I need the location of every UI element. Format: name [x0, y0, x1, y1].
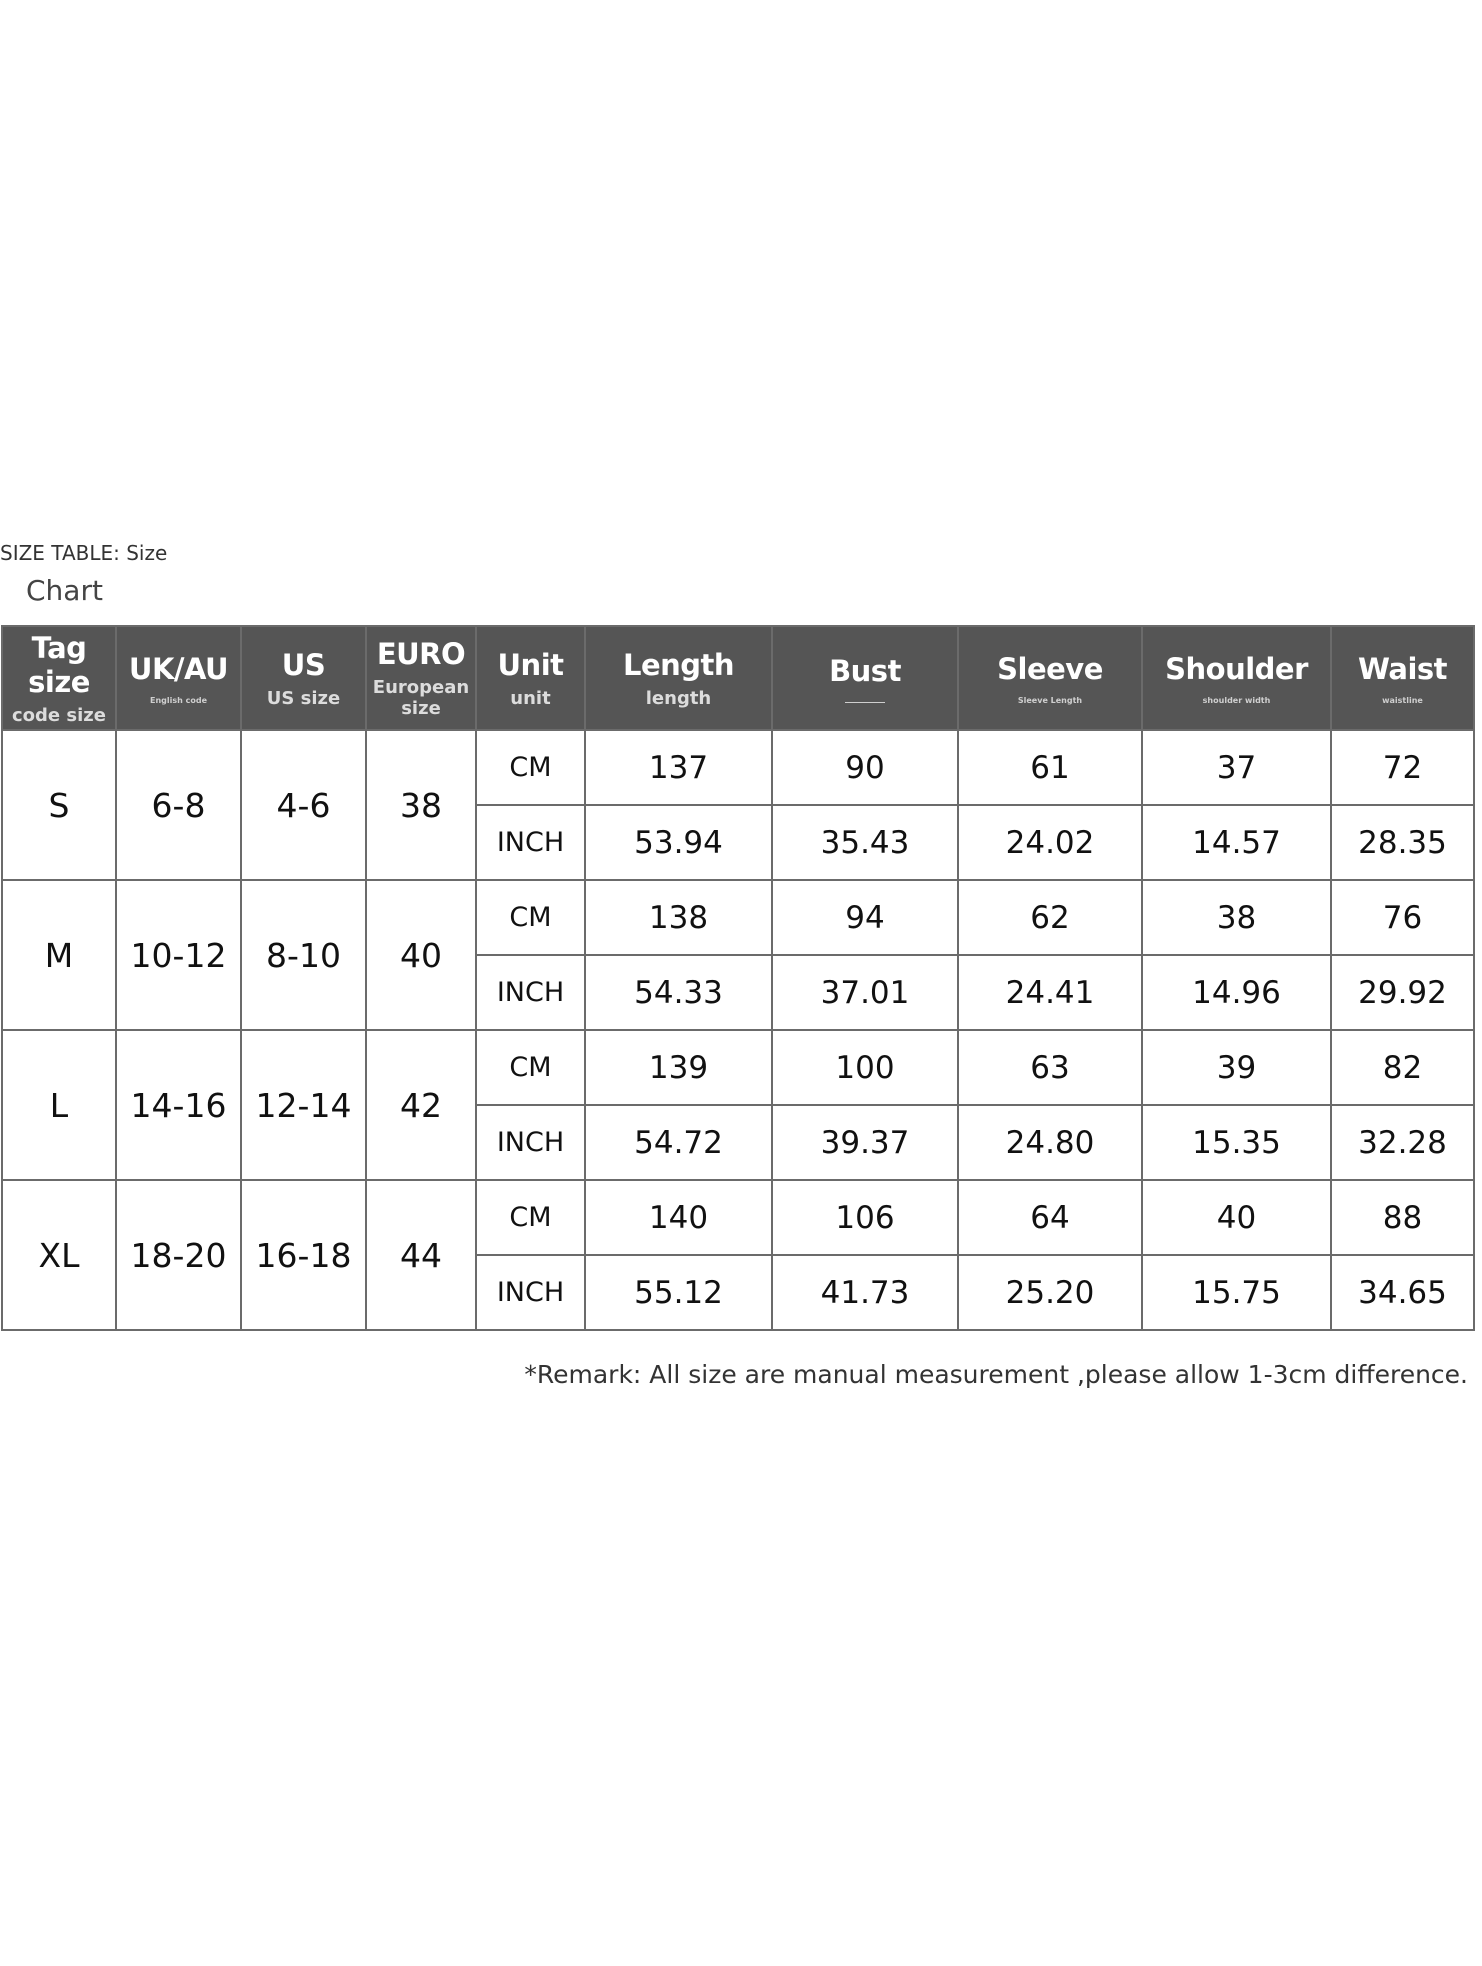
header-unit: Unit unit — [476, 626, 585, 730]
us-size: 4-6 — [241, 730, 366, 880]
size-table-title: SIZE TABLE: Size — [0, 541, 168, 565]
uk-size: 18-20 — [116, 1180, 241, 1330]
sleeve-value: 24.80 — [958, 1105, 1142, 1180]
shoulder-value: 38 — [1142, 880, 1331, 955]
uk-size: 14-16 — [116, 1030, 241, 1180]
bust-value: 39.37 — [772, 1105, 958, 1180]
sleeve-value: 64 — [958, 1180, 1142, 1255]
header-shoulder: Shoulder shoulder width — [1142, 626, 1331, 730]
shoulder-value: 40 — [1142, 1180, 1331, 1255]
header-bust: Bust — [772, 626, 958, 730]
table-row — [2, 1030, 1474, 1105]
shoulder-value: 37 — [1142, 730, 1331, 805]
size-label: S — [2, 730, 116, 880]
bust-value: 41.73 — [772, 1255, 958, 1330]
waist-value: 28.35 — [1331, 805, 1474, 880]
bust-value: 90 — [772, 730, 958, 805]
header-sleeve: Sleeve Sleeve Length — [958, 626, 1142, 730]
euro-size: 42 — [366, 1030, 476, 1180]
length-value: 140 — [585, 1180, 772, 1255]
remark-note: *Remark: All size are manual measurement ,please allow 1-3cm difference. — [524, 1360, 1468, 1389]
table-row — [2, 880, 1474, 955]
euro-size: 40 — [366, 880, 476, 1030]
size-label: L — [2, 1030, 116, 1180]
shoulder-value: 15.75 — [1142, 1255, 1331, 1330]
sleeve-value: 24.02 — [958, 805, 1142, 880]
shoulder-value: 14.57 — [1142, 805, 1331, 880]
waist-value: 72 — [1331, 730, 1474, 805]
waist-value: 29.92 — [1331, 955, 1474, 1030]
waist-value: 88 — [1331, 1180, 1474, 1255]
unit-cm: CM — [476, 1030, 585, 1105]
table-row — [2, 1180, 1474, 1255]
shoulder-value: 39 — [1142, 1030, 1331, 1105]
bust-value: 94 — [772, 880, 958, 955]
euro-size: 44 — [366, 1180, 476, 1330]
length-value: 54.72 — [585, 1105, 772, 1180]
table-row — [2, 730, 1474, 805]
sleeve-value: 61 — [958, 730, 1142, 805]
length-value: 137 — [585, 730, 772, 805]
size-table-subtitle: Chart — [26, 574, 103, 607]
length-value: 55.12 — [585, 1255, 772, 1330]
size-label: M — [2, 880, 116, 1030]
sleeve-value: 25.20 — [958, 1255, 1142, 1330]
header-us: US US size — [241, 626, 366, 730]
unit-inch: INCH — [476, 1105, 585, 1180]
length-value: 54.33 — [585, 955, 772, 1030]
us-size: 16-18 — [241, 1180, 366, 1330]
waist-value: 34.65 — [1331, 1255, 1474, 1330]
bust-value: 106 — [772, 1180, 958, 1255]
header-tag-size: Tag size code size — [2, 626, 116, 730]
bust-value: 35.43 — [772, 805, 958, 880]
us-size: 8-10 — [241, 880, 366, 1030]
unit-cm: CM — [476, 880, 585, 955]
waist-value: 76 — [1331, 880, 1474, 955]
bust-value: 37.01 — [772, 955, 958, 1030]
length-value: 53.94 — [585, 805, 772, 880]
sleeve-value: 24.41 — [958, 955, 1142, 1030]
unit-cm: CM — [476, 1180, 585, 1255]
unit-inch: INCH — [476, 1255, 585, 1330]
shoulder-value: 15.35 — [1142, 1105, 1331, 1180]
length-value: 138 — [585, 880, 772, 955]
length-value: 139 — [585, 1030, 772, 1105]
unit-cm: CM — [476, 730, 585, 805]
header-length: Length length — [585, 626, 772, 730]
size-label: XL — [2, 1180, 116, 1330]
header-row — [2, 626, 1474, 730]
shoulder-value: 14.96 — [1142, 955, 1331, 1030]
header-euro: EURO European size — [366, 626, 476, 730]
waist-value: 32.28 — [1331, 1105, 1474, 1180]
sleeve-value: 63 — [958, 1030, 1142, 1105]
euro-size: 38 — [366, 730, 476, 880]
header-waist: Waist waistline — [1331, 626, 1474, 730]
size-table — [1, 625, 1475, 1331]
sleeve-value: 62 — [958, 880, 1142, 955]
uk-size: 10-12 — [116, 880, 241, 1030]
bust-value: 100 — [772, 1030, 958, 1105]
uk-size: 6-8 — [116, 730, 241, 880]
us-size: 12-14 — [241, 1030, 366, 1180]
header-uk-au: UK/AU English code — [116, 626, 241, 730]
waist-value: 82 — [1331, 1030, 1474, 1105]
unit-inch: INCH — [476, 955, 585, 1030]
unit-inch: INCH — [476, 805, 585, 880]
